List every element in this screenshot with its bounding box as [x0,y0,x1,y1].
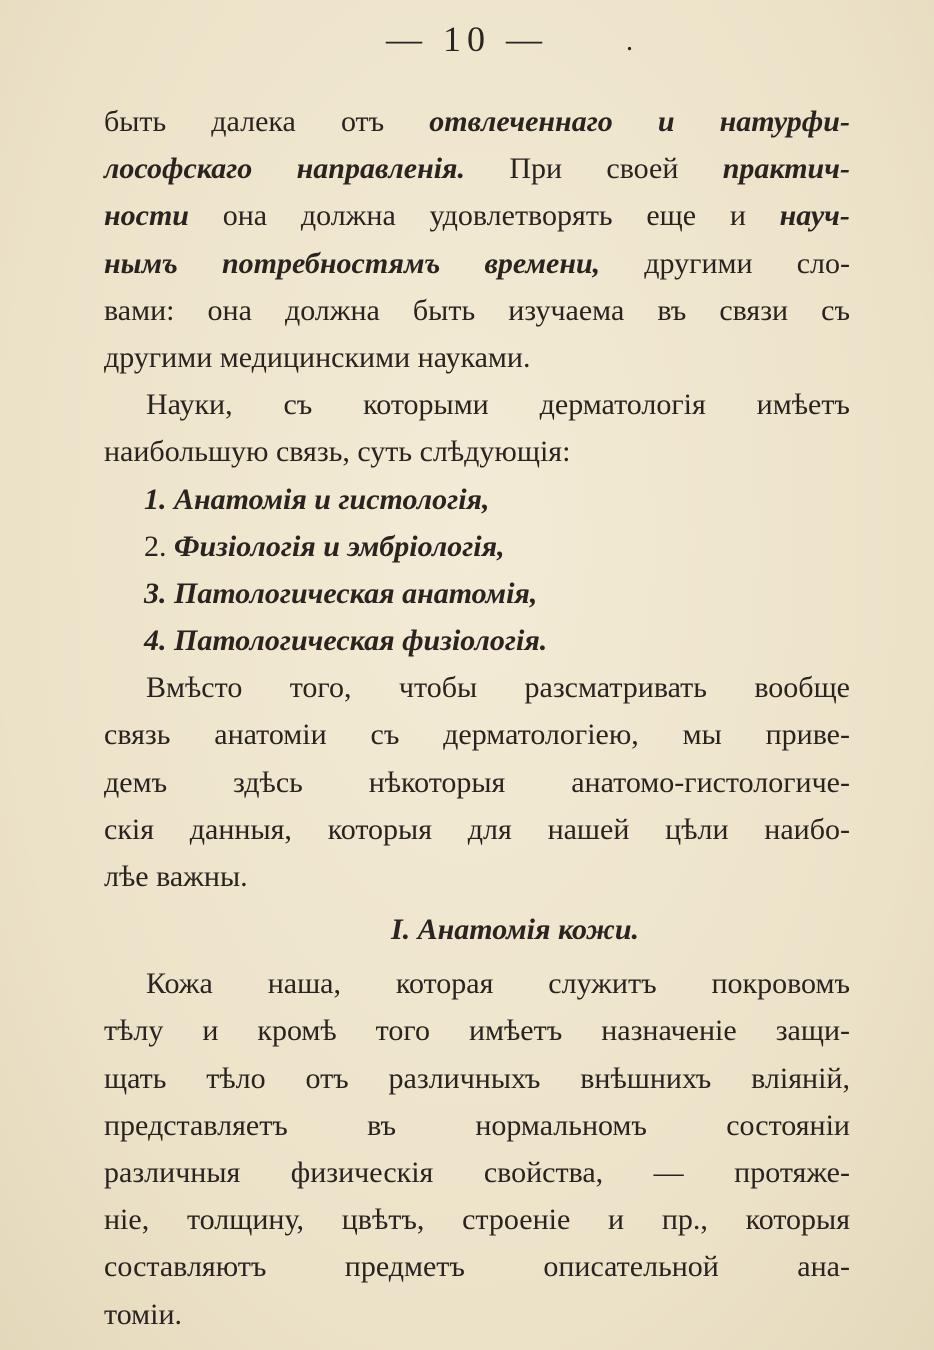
word: покровомъ [711,967,850,1001]
word: Науки, [146,388,233,422]
word: Вмѣсто [146,671,243,705]
word: — [653,1155,684,1189]
word: тѣлу [104,1014,164,1048]
italic-text: 1. Анатомія и гистологія, [144,482,490,516]
section-heading [104,900,850,960]
text-line [104,287,850,334]
word: нымъ [104,246,178,280]
word: назначеніе [601,1014,737,1048]
text-line [104,806,850,853]
word: ана- [797,1250,850,1284]
text-line [104,1055,850,1102]
word: свойства, [483,1155,604,1189]
word: своей [606,152,679,186]
word: съ [821,293,850,327]
word: анатоміи [214,718,327,752]
word: предметъ [344,1250,465,1284]
word: которая [395,967,494,1001]
word: здѣсь [232,765,303,799]
word: описательной [543,1250,719,1284]
word: представляетъ [104,1108,288,1142]
word: которыя [327,812,433,846]
word: должна [300,199,396,233]
text-line [104,145,850,192]
word: приве- [765,718,850,752]
word: связь [104,718,171,752]
text-line [104,476,850,523]
word: Кожа [146,967,213,1001]
text-line [104,1243,850,1290]
text-line [104,1291,850,1338]
word: При [509,152,563,186]
text-line [104,960,850,1007]
word: и [729,199,746,233]
word: удовлетворять [429,199,613,233]
word: анатомо-гистологиче- [571,765,850,799]
text-line [104,192,850,239]
text-line [104,759,850,806]
word: она [207,293,252,327]
italic-text: Физіологія и эмбріологія, [174,529,505,563]
word: нѣкоторыя [368,765,506,799]
italic-text: I. Анатомія кожи. [390,913,640,947]
text-line [104,428,850,475]
word: далека [211,105,296,138]
word: цѣли [665,812,729,846]
text-line [104,381,850,428]
text-span: лѣе важны. [104,860,248,893]
text-line [104,1149,850,1196]
word: должна [284,293,380,327]
text-line [104,1196,850,1243]
word: цвѣтъ, [341,1203,425,1237]
word: мы [682,718,722,752]
word: отвлеченнаго [429,105,613,138]
italic-text: 3. Патологическая анатомія, [144,576,538,610]
word: быть [104,105,167,138]
word: чтобы [398,671,478,705]
word: наибо- [764,812,850,846]
word: демъ [104,765,168,799]
text-span: 2. [144,529,174,563]
word: щать [104,1061,167,1095]
word: въ [367,1108,397,1142]
text-span: другими медицинскими науками. [104,340,531,374]
text-line [104,98,850,145]
word: и [657,105,675,138]
text-line [104,664,850,711]
word: физическія [290,1155,434,1189]
word: тѣло [206,1061,266,1095]
word: дерматологіею, [443,718,639,752]
word: съ [283,388,313,422]
text-line [104,570,850,617]
word: строеніе [462,1203,571,1237]
word: протяже- [734,1155,850,1189]
word: разсматривать [524,671,707,705]
word: вліяній, [751,1061,850,1095]
word: ніе, [104,1203,150,1237]
word: лософскаго [104,152,253,186]
text-line [104,240,850,287]
word: сло- [796,246,850,280]
word: состояніи [726,1108,850,1142]
word: еще [646,199,697,233]
word: отъ [305,1061,349,1095]
word: натурфи- [719,105,850,138]
page-mark: . [626,26,633,57]
word: и [608,1203,625,1237]
word: направленія. [296,152,466,186]
word: и [202,1014,219,1048]
word: дерматологія [539,388,706,422]
word: кромѣ [257,1014,337,1048]
word: имѣетъ [756,388,850,422]
word: быть [412,293,476,327]
word: ности [104,199,189,233]
text-line [104,1102,850,1149]
text-line [104,617,850,664]
page-number: — 10 — [386,19,548,59]
word: другими [644,246,753,280]
page-body [104,98,850,1338]
word: нормальномъ [475,1108,647,1142]
word: съ [370,718,400,752]
word: которыми [363,388,489,422]
word: составляютъ [104,1250,267,1284]
text-line [104,853,850,900]
word: связи [719,293,789,327]
word: имѣетъ [468,1014,563,1048]
word: потребностямъ [221,246,441,280]
word: защи- [775,1014,850,1048]
text-line [104,1007,850,1054]
word: времени, [484,246,601,280]
word: различныхъ [388,1061,541,1095]
word: того [375,1014,430,1048]
text-line [104,711,850,758]
word: вообще [754,671,850,705]
word: она [222,199,268,233]
word: того, [289,671,352,705]
word: толщину, [186,1203,304,1237]
word: практич- [722,152,850,186]
word: отъ [340,105,385,138]
text-line [104,334,850,381]
word: для [467,812,512,846]
text-line [104,523,850,570]
word: въ [657,293,687,327]
word: наша, [267,967,341,1001]
text-span: томіи. [104,1297,183,1331]
word: данныя, [189,812,292,846]
word: науч- [779,199,850,233]
word: скія [104,812,155,846]
text-span: наибольшую связь, суть слѣдующія: [104,435,571,469]
word: вами: [104,293,175,327]
word: пр., [661,1203,708,1237]
word: которыя [745,1203,850,1237]
word: внѣшнихъ [580,1061,712,1095]
italic-text: 4. Патологическая физіологія. [144,624,548,658]
word: служитъ [548,967,657,1001]
word: нашей [547,812,630,846]
word: изучаема [508,293,625,327]
word: различныя [104,1155,241,1189]
